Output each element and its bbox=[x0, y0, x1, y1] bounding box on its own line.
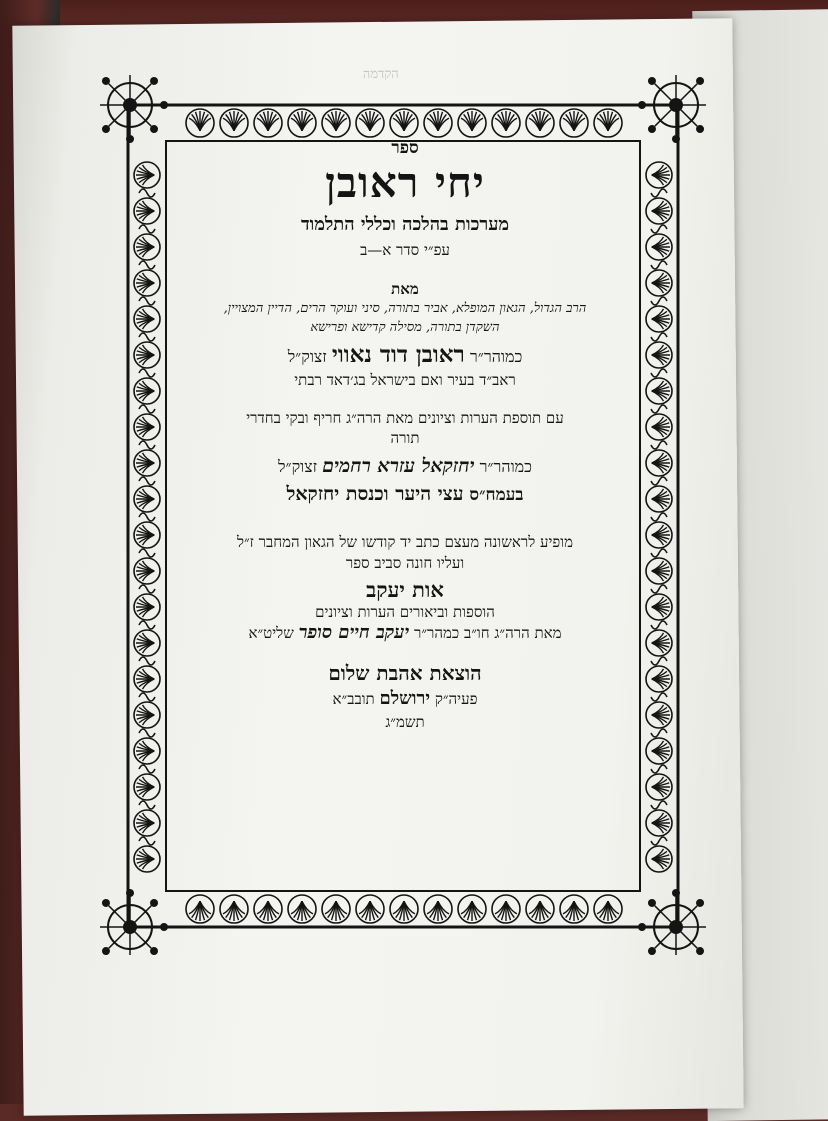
palmette-ornament bbox=[134, 270, 160, 296]
notes-line-2: תורה bbox=[390, 428, 420, 447]
palmette-ornament bbox=[134, 162, 160, 188]
palmette-ornament bbox=[134, 522, 160, 548]
corner-rosette-dot bbox=[672, 889, 680, 897]
palmette-ornament bbox=[134, 234, 160, 260]
palmette-ornament bbox=[646, 846, 672, 872]
palmette-ornament bbox=[646, 630, 672, 656]
scroll-ornament bbox=[651, 693, 667, 701]
palmette-ornament bbox=[186, 895, 214, 923]
scroll-ornament bbox=[139, 837, 155, 845]
author-line bbox=[175, 342, 635, 368]
corner-rosette-dot bbox=[102, 947, 110, 955]
corner-rosette-center bbox=[669, 98, 683, 112]
scroll-ornament bbox=[651, 441, 667, 449]
city-name: ירושלם bbox=[379, 687, 431, 709]
palmette-ornament bbox=[646, 666, 672, 692]
corner-rosette-dot bbox=[150, 899, 158, 907]
commentary-author-line bbox=[175, 623, 635, 644]
scroll-ornament bbox=[139, 765, 155, 773]
annotator-name: יחזקאל עזרא רחמים bbox=[322, 455, 475, 478]
corner-rosette-dot bbox=[648, 77, 656, 85]
scroll-ornament bbox=[651, 765, 667, 773]
palmette-ornament bbox=[134, 342, 160, 368]
annotator-line bbox=[175, 456, 635, 478]
scroll-ornament bbox=[651, 729, 667, 737]
palmette-ornament bbox=[646, 594, 672, 620]
scroll-ornament bbox=[139, 729, 155, 737]
commentary-title: אות יעקב bbox=[366, 576, 444, 602]
sefer-label: ספר bbox=[391, 138, 419, 158]
publication-year: תשמ״ג bbox=[385, 712, 425, 731]
palmette-ornament bbox=[646, 378, 672, 404]
first-print-line-2: ועליו חונה סביב ספר bbox=[345, 553, 465, 572]
scroll-ornament bbox=[651, 513, 667, 521]
corner-rosette-dot bbox=[696, 125, 704, 133]
corner-rosette-center bbox=[123, 920, 137, 934]
palmette-ornament bbox=[646, 558, 672, 584]
scroll-ornament bbox=[139, 693, 155, 701]
palmette-ornament bbox=[134, 414, 160, 440]
corner-rosette-dot bbox=[150, 77, 158, 85]
city-line bbox=[175, 689, 635, 710]
scroll-ornament bbox=[139, 549, 155, 557]
books-prefix: בעמח״ס bbox=[469, 484, 524, 505]
palmette-ornament bbox=[458, 895, 486, 923]
scroll-ornament bbox=[139, 189, 155, 197]
annotator-books bbox=[175, 484, 635, 506]
scroll-ornament bbox=[651, 405, 667, 413]
palmette-ornament bbox=[220, 895, 248, 923]
palmette-ornament bbox=[134, 450, 160, 476]
palmette-ornament bbox=[594, 895, 622, 923]
palmette-ornament bbox=[134, 378, 160, 404]
palmette-ornament bbox=[356, 895, 384, 923]
commentary-desc: הוספות וביאורים הערות וציונים bbox=[315, 602, 495, 621]
palmette-ornament bbox=[134, 810, 160, 836]
palmette-ornament bbox=[646, 270, 672, 296]
palmette-ornament bbox=[646, 522, 672, 548]
scroll-ornament bbox=[139, 441, 155, 449]
author-suffix: זצוק״ל bbox=[287, 346, 327, 366]
palmette-ornament bbox=[646, 414, 672, 440]
scroll-ornament bbox=[651, 189, 667, 197]
scroll-ornament bbox=[651, 801, 667, 809]
palmette-ornament bbox=[134, 558, 160, 584]
title-page-content bbox=[175, 125, 635, 855]
book-subtitle: מערכות בהלכה וכללי התלמוד bbox=[300, 213, 510, 235]
corner-rosette-dot bbox=[638, 923, 646, 931]
palmette-ornament bbox=[646, 342, 672, 368]
palmette-ornament bbox=[288, 895, 316, 923]
book-title: יחי ראובן bbox=[325, 157, 485, 207]
commentary-author-name: יעקב חיים סופר bbox=[298, 622, 410, 644]
palmette-ornament bbox=[424, 895, 452, 923]
annotator-suffix: זצוק״ל bbox=[278, 457, 318, 477]
scroll-ornament bbox=[139, 657, 155, 665]
scroll-ornament bbox=[651, 333, 667, 341]
notes-line-1: עם תוספת הערות וציונים מאת הרה״ג חריף ובקי בחדרי bbox=[246, 408, 564, 427]
scroll-ornament bbox=[139, 333, 155, 341]
palmette-ornament bbox=[646, 810, 672, 836]
palmette-ornament bbox=[134, 630, 160, 656]
palmette-ornament bbox=[322, 895, 350, 923]
palmette-ornament bbox=[646, 702, 672, 728]
scroll-ornament bbox=[139, 369, 155, 377]
palmette-ornament bbox=[646, 162, 672, 188]
scroll-ornament bbox=[651, 225, 667, 233]
scroll-ornament bbox=[139, 261, 155, 269]
author-name: ראובן דוד נאווי bbox=[331, 340, 465, 368]
by-line: מאת bbox=[391, 279, 419, 298]
corner-rosette-center bbox=[669, 920, 683, 934]
palmette-ornament bbox=[646, 198, 672, 224]
commentary-author-suffix: שליט״א bbox=[248, 624, 294, 643]
palmette-ornament bbox=[134, 198, 160, 224]
corner-rosette-dot bbox=[648, 947, 656, 955]
scroll-ornament bbox=[651, 657, 667, 665]
corner-rosette-dot bbox=[102, 125, 110, 133]
palmette-ornament bbox=[134, 666, 160, 692]
scroll-ornament bbox=[139, 297, 155, 305]
scroll-ornament bbox=[139, 585, 155, 593]
palmette-ornament bbox=[646, 306, 672, 332]
palmette-ornament bbox=[254, 895, 282, 923]
corner-rosette-dot bbox=[150, 947, 158, 955]
palmette-ornament bbox=[134, 306, 160, 332]
page-header-bleed: הקדמה bbox=[362, 66, 399, 83]
scroll-ornament bbox=[651, 477, 667, 485]
palmette-ornament bbox=[646, 774, 672, 800]
order-line: עפ״י סדר א—ב bbox=[360, 240, 450, 259]
scroll-ornament bbox=[651, 369, 667, 377]
corner-rosette-dot bbox=[696, 77, 704, 85]
corner-rosette-dot bbox=[696, 899, 704, 907]
annotator-prefix: כמוהר״ר bbox=[479, 457, 532, 477]
scroll-ornament bbox=[651, 621, 667, 629]
palmette-ornament bbox=[134, 774, 160, 800]
corner-rosette-dot bbox=[150, 125, 158, 133]
books-names: עצי היער וכנסת יחזקאל bbox=[286, 482, 464, 505]
corner-rosette-dot bbox=[638, 101, 646, 109]
corner-rosette-dot bbox=[696, 947, 704, 955]
scroll-ornament bbox=[651, 837, 667, 845]
publisher: הוצאת אהבת שלום bbox=[328, 660, 482, 685]
palmette-ornament bbox=[646, 450, 672, 476]
palmette-ornament bbox=[134, 702, 160, 728]
corner-rosette-dot bbox=[126, 889, 134, 897]
palmette-ornament bbox=[134, 486, 160, 512]
corner-rosette-dot bbox=[102, 77, 110, 85]
corner-rosette-dot bbox=[126, 135, 134, 143]
honorifics-line-2: השקדן בתורה, מסילה קדישא ופרישא bbox=[310, 319, 500, 335]
commentary-author-prefix: מאת הרה״ג חו״ב כמהר״ר bbox=[413, 624, 562, 643]
scroll-ornament bbox=[651, 297, 667, 305]
honorifics-line-1: הרב הגדול, הגאון המופלא, אביר בתורה, סיני ועוקר הרים, הדיין המצויין, bbox=[223, 301, 587, 317]
scroll-ornament bbox=[139, 225, 155, 233]
scroll-ornament bbox=[651, 585, 667, 593]
palmette-ornament bbox=[646, 486, 672, 512]
palmette-ornament bbox=[526, 895, 554, 923]
first-print-line-1: מופיע לראשונה מעצם כתב יד קודשו של הגאון המחבר ז״ל bbox=[236, 532, 574, 551]
palmette-ornament bbox=[134, 846, 160, 872]
city-prefix: פעיה״ק bbox=[434, 689, 478, 708]
corner-rosette-dot bbox=[648, 899, 656, 907]
corner-rosette-dot bbox=[102, 899, 110, 907]
scroll-ornament bbox=[139, 477, 155, 485]
corner-rosette-dot bbox=[648, 125, 656, 133]
palmette-ornament bbox=[646, 738, 672, 764]
scroll-ornament bbox=[139, 621, 155, 629]
city-suffix: תובב״א bbox=[332, 689, 375, 708]
palmette-ornament bbox=[560, 895, 588, 923]
palmette-ornament bbox=[134, 738, 160, 764]
scroll-ornament bbox=[139, 513, 155, 521]
palmette-ornament bbox=[492, 895, 520, 923]
scroll-ornament bbox=[139, 405, 155, 413]
scroll-ornament bbox=[651, 549, 667, 557]
corner-rosette-dot bbox=[672, 135, 680, 143]
corner-rosette-center bbox=[123, 98, 137, 112]
author-role: ראב״ד בעיר ואם בישראל בג׳דאד רבתי bbox=[294, 371, 516, 390]
scroll-ornament bbox=[651, 261, 667, 269]
palmette-ornament bbox=[134, 594, 160, 620]
corner-rosette-dot bbox=[160, 923, 168, 931]
corner-rosette-dot bbox=[160, 101, 168, 109]
palmette-ornament bbox=[390, 895, 418, 923]
scroll-ornament bbox=[139, 801, 155, 809]
author-prefix: כמוהר״ר bbox=[469, 346, 523, 366]
palmette-ornament bbox=[646, 234, 672, 260]
